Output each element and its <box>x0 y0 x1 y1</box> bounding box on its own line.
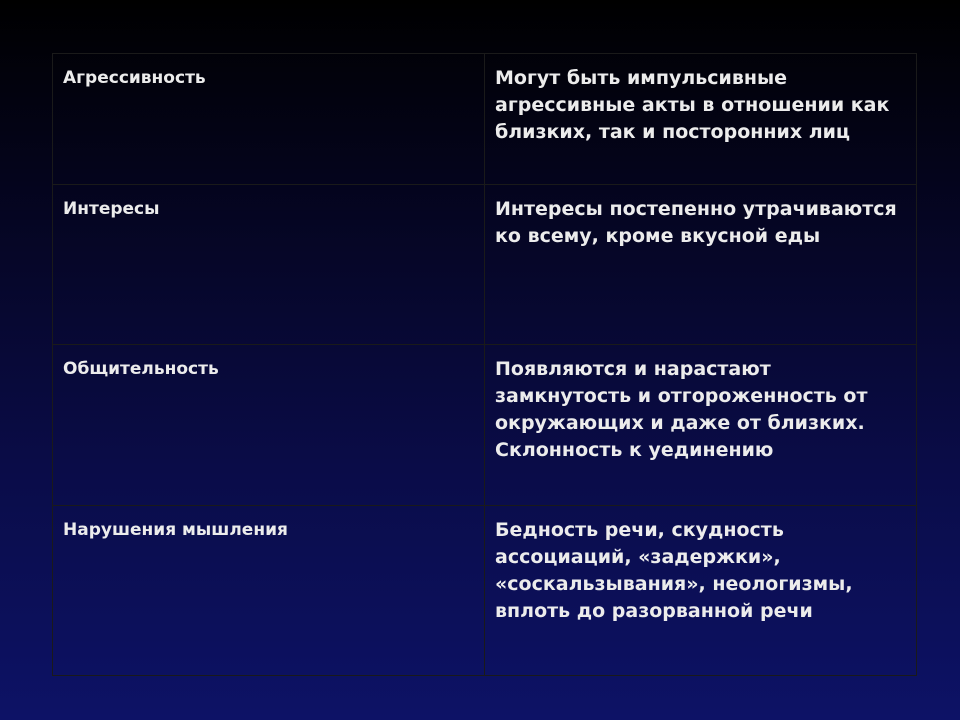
symptom-table <box>52 53 917 676</box>
row-description: Бедность речи, скудность ассоциаций, «задержки», «соскальзывания», неологизмы, вплоть до разорванной речи <box>485 506 917 676</box>
row-label: Нарушения мышления <box>53 506 485 676</box>
table-row <box>53 345 917 506</box>
table-row <box>53 54 917 185</box>
row-description: Могут быть импульсивные агрессивные акты в отношении как близких, так и посторонних лиц <box>485 54 917 185</box>
table-row <box>53 506 917 676</box>
row-label: Интересы <box>53 185 485 345</box>
row-description: Интересы постепенно утрачиваются ко всему, кроме вкусной еды <box>485 185 917 345</box>
row-label: Агрессивность <box>53 54 485 185</box>
row-label: Общительность <box>53 345 485 506</box>
table-row <box>53 185 917 345</box>
row-description: Появляются и нарастают замкнутость и отгороженность от окружающих и даже от близких. Склонность к уединению <box>485 345 917 506</box>
